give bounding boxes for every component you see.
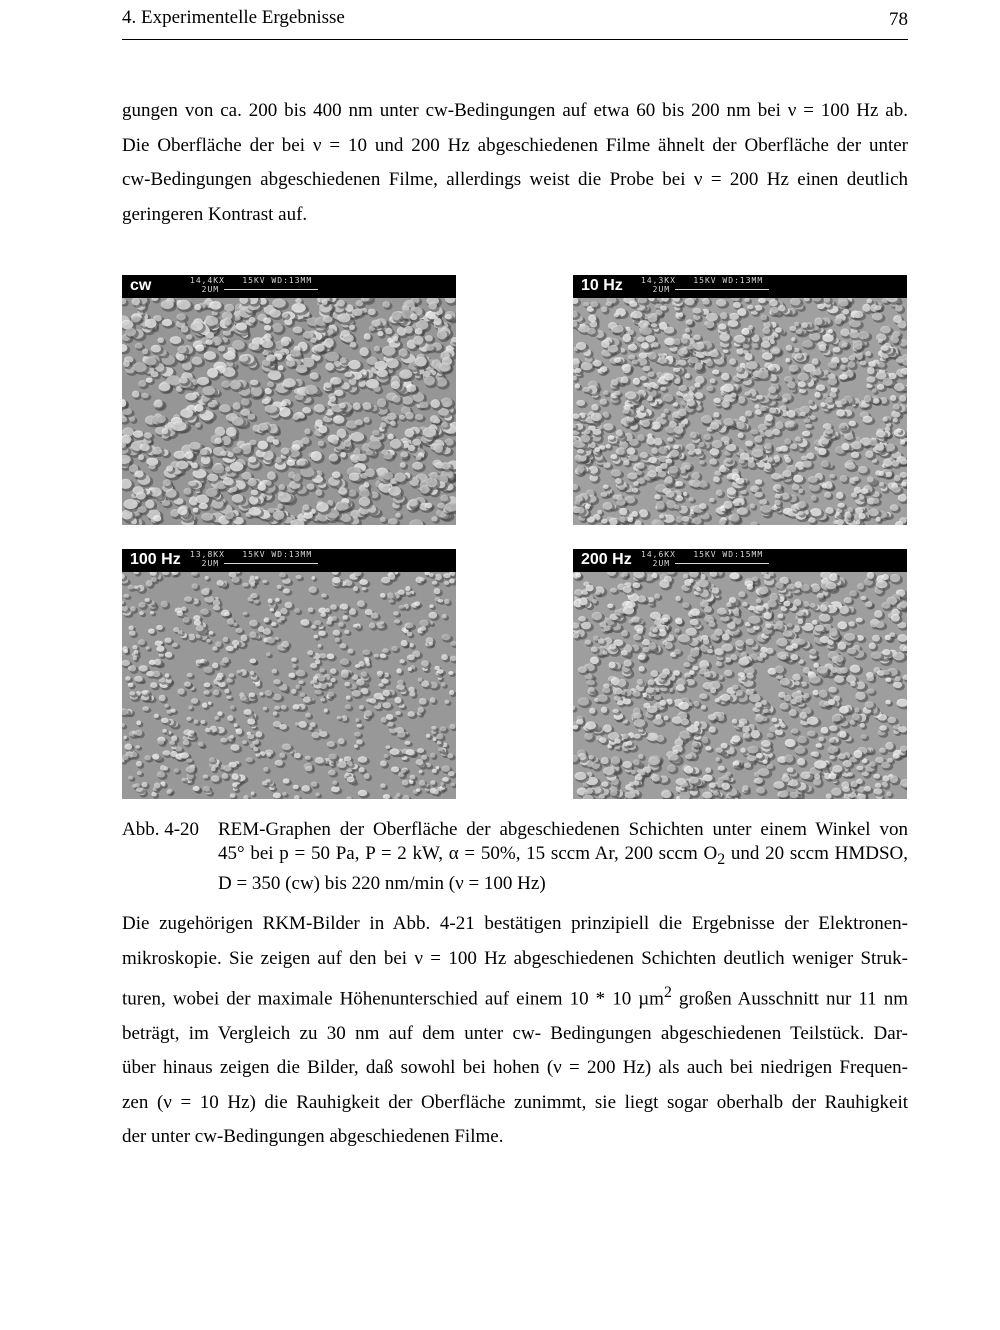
text-line: mikroskopie. Sie zeigen auf den bei ν = 100 Hz abgeschiedenen Schichten deutlich weniger Struk-: [122, 947, 908, 969]
subscript: 2: [717, 850, 726, 868]
sem-micrograph-texture: [573, 298, 907, 525]
text-line: Die zugehörigen RKM-Bilder in Abb. 4-21 bestätigen prinzipiell die Ergebnisse der Elektronen-: [122, 913, 908, 934]
sem-image-metadata: 13,8KX 15KV WD:13MM 2UM: [190, 550, 313, 568]
sem-image-200hz: [573, 549, 907, 799]
page-number: 78: [889, 9, 908, 30]
sem-info-bar: [573, 549, 907, 572]
sem-image-metadata: 14,6KX 15KV WD:15MM 2UM: [641, 550, 764, 568]
caption-line: [218, 842, 908, 872]
scale-bar: [675, 563, 769, 564]
text-line: [122, 976, 908, 1017]
text-line: geringeren Kontrast auf.: [122, 203, 308, 225]
sem-info-bar: [573, 275, 907, 298]
sem-image-metadata: 14,3KX 15KV WD:13MM 2UM: [641, 276, 764, 294]
sem-image-10hz: [573, 275, 907, 525]
text-line: der unter cw-Bedingungen abgeschiedenen Filme.: [122, 1126, 504, 1148]
sem-image-label: cw: [130, 277, 152, 294]
chapter-title: 4. Experimentelle Ergebnisse: [122, 7, 345, 28]
scale-bar: [224, 289, 318, 290]
text-line: beträgt, im Vergleich zu 30 nm auf dem unter cw- Bedingungen abgeschiedenen Teilstück. Dar-: [122, 1022, 908, 1044]
paragraph-intro: [122, 94, 908, 232]
sem-image-cw: [122, 275, 456, 525]
caption-line: REM-Graphen der Oberfläche der abgeschiedenen Schichten unter einem Winkel von: [218, 819, 908, 840]
scale-bar: [675, 289, 769, 290]
sem-micrograph-texture: [122, 298, 456, 525]
caption-text: [218, 818, 908, 896]
sem-image-label: 10 Hz: [581, 277, 623, 294]
text-line: cw-Bedingungen abgeschiedenen Filme, allerdings weist die Probe bei ν = 200 Hz einen deutlich: [122, 169, 908, 190]
text-line: gungen von ca. 200 bis 400 nm unter cw-Bedingungen auf etwa 60 bis 200 nm bei ν = 100 Hz ab.: [122, 100, 908, 121]
sem-info-bar: [122, 549, 456, 572]
sem-micrograph-texture: [573, 572, 907, 799]
sem-image-label: 100 Hz: [130, 551, 181, 568]
sem-image-metadata: 14,4KX 15KV WD:13MM 2UM: [190, 276, 313, 294]
caption-text-part: und 20 sccm HMDSO,: [725, 843, 908, 864]
caption-line: D = 350 (cw) bis 220 nm/min (ν = 100 Hz): [218, 872, 546, 894]
scale-bar: [224, 563, 318, 564]
text-line: Die Oberfläche der bei ν = 10 und 200 Hz abgeschiedenen Filme ähnelt der Oberfläche der unter: [122, 134, 908, 156]
figure-label: Abb. 4-20: [122, 819, 200, 840]
sem-micrograph-texture: [122, 572, 456, 799]
text-line: zen (ν = 10 Hz) die Rauhigkeit der Oberfläche zunimmt, sie liegt sogar oberhalb der Rauhigkeit: [122, 1091, 908, 1113]
sem-image-100hz: [122, 549, 456, 799]
text-part: turen, wobei der maximale Höhenunterschied auf einem 10 * 10 µm: [122, 988, 664, 1010]
text-line: über hinaus zeigen die Bilder, daß sowohl bei hohen (ν = 200 Hz) als auch bei niedrigen Frequen-: [122, 1057, 908, 1079]
superscript: 2: [663, 984, 672, 1001]
paragraph-rkm: [122, 907, 908, 1155]
caption-text-part: 45° bei p = 50 Pa, P = 2 kW, α = 50%, 15 sccm Ar, 200 sccm O: [218, 843, 718, 864]
text-part: großen Ausschnitt nur 11 nm: [671, 988, 908, 1010]
sem-image-label: 200 Hz: [581, 551, 632, 568]
running-header: [122, 5, 908, 40]
sem-info-bar: [122, 275, 456, 298]
